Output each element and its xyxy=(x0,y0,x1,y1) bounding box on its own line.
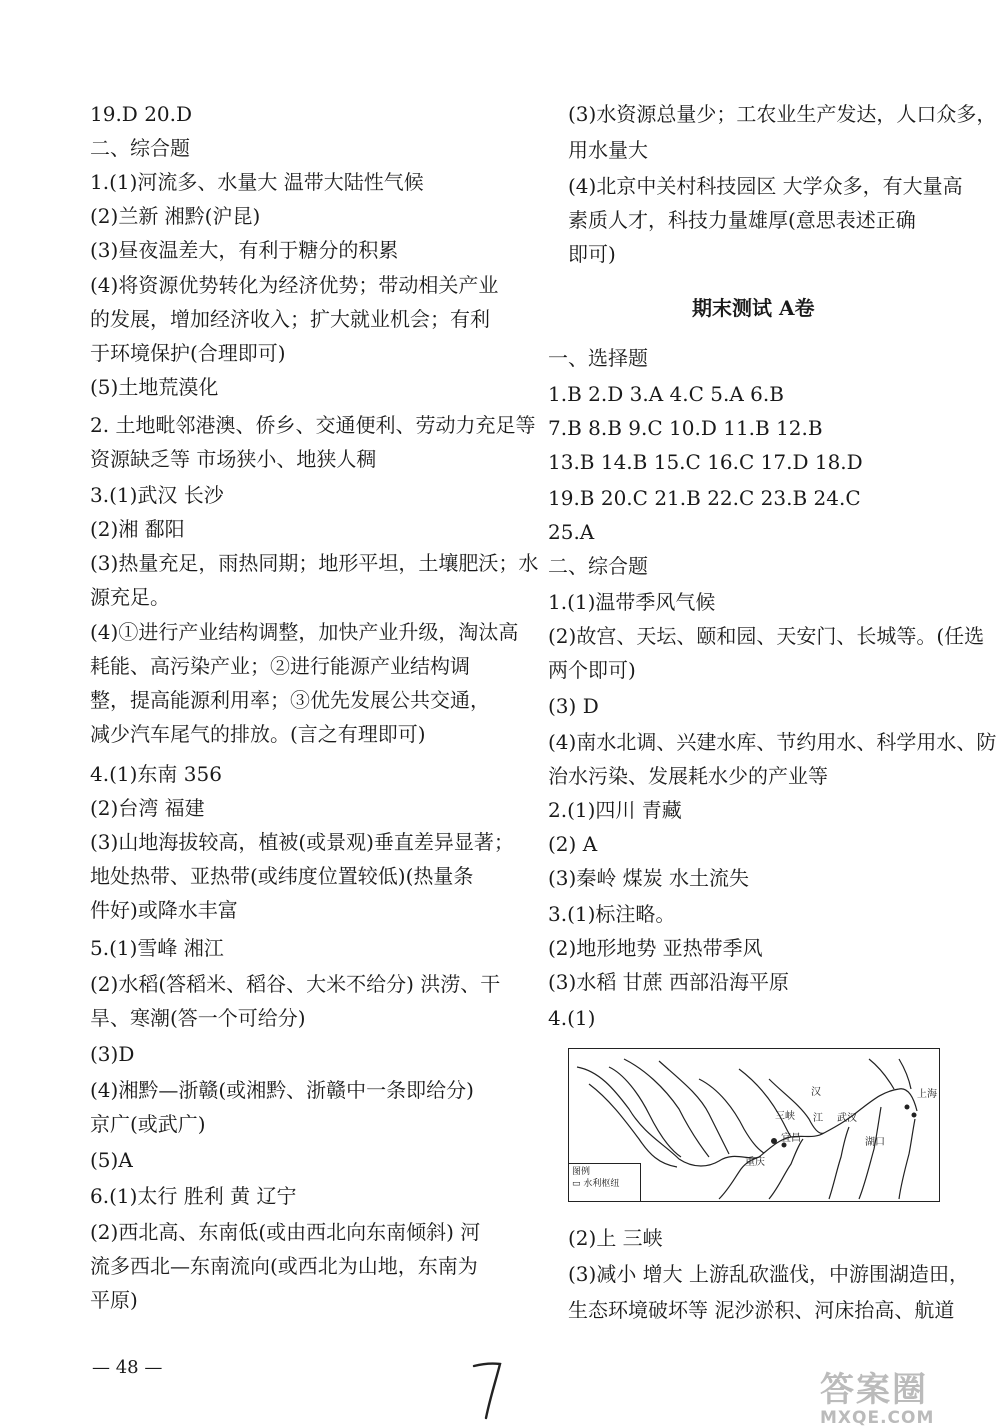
text-line: 即可) xyxy=(568,242,616,266)
text-line: 6.(1)太行 胜利 黄 辽宁 xyxy=(90,1184,297,1208)
text-line: 治水污染、发展耗水少的产业等 xyxy=(548,764,828,788)
text-line: (2)台湾 福建 xyxy=(90,796,205,820)
answer-row: 1.B 2.D 3.A 4.C 5.A 6.B xyxy=(548,382,784,406)
text-line: (2)地形地势 亚热带季风 xyxy=(548,936,763,960)
section-heading: 一、选择题 xyxy=(548,346,648,370)
text-line: (4)南水北调、兴建水库、节约用水、科学用水、防 xyxy=(548,730,997,754)
text-line: (5)A xyxy=(90,1148,133,1172)
text-line: (4)湘黔—浙赣(或湘黔、浙赣中一条即给分) xyxy=(90,1078,474,1102)
text-line: 整，提高能源利用率；③优先发展公共交通， xyxy=(90,688,490,712)
legend-item-label: 水利枢纽 xyxy=(583,1179,620,1189)
text-line: 生态环境破坏等 泥沙淤积、河床抬高、航道 xyxy=(568,1298,955,1322)
text-line: 资源缺乏等 市场狭小、地狭人稠 xyxy=(90,447,377,471)
page-number: — 48 — xyxy=(92,1357,163,1378)
text-line: (3)热量充足，雨热同期；地形平坦，土壤肥沃；水 xyxy=(90,551,539,575)
text-line: (2) A xyxy=(548,832,598,856)
text-line: (2)兰新 湘黔(沪昆) xyxy=(90,204,261,228)
map-label: 汉 xyxy=(811,1087,821,1098)
text-line: (2)西北高、东南低(或由西北向东南倾斜) 河 xyxy=(90,1220,481,1244)
map-legend xyxy=(569,1163,641,1201)
text-line: (3) D xyxy=(548,694,599,718)
map-label: 武汉 xyxy=(837,1113,857,1124)
text-line: 两个即可) xyxy=(548,658,636,682)
text-line: 流多西北—东南流向(或西北为山地，东南为 xyxy=(90,1254,478,1278)
text-line: 19.D 20.D xyxy=(90,102,193,126)
text-line: (3)秦岭 煤炭 水土流失 xyxy=(548,866,750,890)
watermark-url: MXQE.COM xyxy=(820,1408,935,1428)
handwritten-mark xyxy=(470,1360,506,1422)
text-line: (3)山地海拔较高，植被(或景观)垂直差异显著； xyxy=(90,830,514,854)
watermark xyxy=(820,1372,934,1428)
text-line: 3.(1)标注略。 xyxy=(548,902,676,926)
text-line: 减少汽车尾气的排放。(言之有理即可) xyxy=(90,722,426,746)
text-line: 1.(1)河流多、水量大 温带大陆性气候 xyxy=(90,170,424,194)
text-line: 2.(1)四川 青藏 xyxy=(548,798,682,822)
section-heading: 二、综合题 xyxy=(548,554,648,578)
text-line: (3)水稻 甘蔗 西部沿海平原 xyxy=(548,970,790,994)
map-label: 上海 xyxy=(917,1089,937,1100)
text-line: (3)D xyxy=(90,1042,135,1066)
text-line: (4)①进行产业结构调整，加快产业升级，淘汰高 xyxy=(90,620,519,644)
text-line: 素质人才，科技力量雄厚(意思表述正确 xyxy=(568,208,916,232)
text-line: (2)水稻(答稻米、稻谷、大米不给分) 洪涝、干 xyxy=(90,972,501,996)
section-heading: 二、综合题 xyxy=(90,136,190,160)
yangtze-river-map xyxy=(568,1048,940,1202)
map-label: 三峡 xyxy=(775,1111,795,1122)
text-line: 5.(1)雪峰 湘江 xyxy=(90,936,224,960)
text-line: 源充足。 xyxy=(90,585,170,609)
text-line: 用水量大 xyxy=(568,138,648,162)
map-label: 重庆 xyxy=(745,1157,765,1168)
text-line: 平原) xyxy=(90,1288,138,1312)
text-line: 于环境保护(合理即可) xyxy=(90,341,286,365)
text-line: (5)土地荒漠化 xyxy=(90,375,219,399)
text-line: 件好)或降水丰富 xyxy=(90,898,238,922)
map-label: 湖口 xyxy=(865,1137,885,1148)
text-line: 1.(1)温带季风气候 xyxy=(548,590,716,614)
text-line: (3)水资源总量少；工农业生产发达，人口众多， xyxy=(568,102,997,126)
dam-icon: ▭ xyxy=(572,1179,581,1189)
text-line: 的发展，增加经济收入；扩大就业机会；有利 xyxy=(90,307,490,331)
legend-title: 图例 xyxy=(572,1167,591,1177)
answer-row: 25.A xyxy=(548,520,595,544)
answer-row: 19.B 20.C 21.B 22.C 23.B 24.C xyxy=(548,486,861,510)
map-label: 江 xyxy=(813,1113,823,1124)
text-line: (3)减小 增大 上游乱砍滥伐，中游围湖造田， xyxy=(568,1262,970,1286)
text-line: (3)昼夜温差大，有利于糖分的积累 xyxy=(90,238,399,262)
answer-row: 13.B 14.B 15.C 16.C 17.D 18.D xyxy=(548,450,863,474)
text-line: 4.(1)东南 356 xyxy=(90,762,222,786)
text-line: 耗能、高污染产业；②进行能源产业结构调 xyxy=(90,654,470,678)
answer-row: 7.B 8.B 9.C 10.D 11.B 12.B xyxy=(548,416,823,440)
text-line: (2)上 三峡 xyxy=(568,1226,663,1250)
text-line: 京广(或武广) xyxy=(90,1112,206,1136)
legend-item xyxy=(572,1178,637,1190)
map-label: 宜昌 xyxy=(781,1133,801,1144)
text-line: 地处热带、亚热带(或纬度位置较低)(热量条 xyxy=(90,864,474,888)
text-line: (2)湘 鄱阳 xyxy=(90,517,185,541)
text-line: (4)将资源优势转化为经济优势；带动相关产业 xyxy=(90,273,499,297)
text-line: (4)北京中关村科技园区 大学众多，有大量高 xyxy=(568,174,963,198)
text-line: 3.(1)武汉 长沙 xyxy=(90,483,224,507)
text-line: (2)故宫、天坛、颐和园、天安门、长城等。(任选 xyxy=(548,624,985,648)
text-line: 旱、寒潮(答一个可给分) xyxy=(90,1006,306,1030)
text-line: 2. 土地毗邻港澳、侨乡、交通便利、劳动力充足等 xyxy=(90,413,536,437)
watermark-logo-text: 答案圈 xyxy=(820,1370,928,1410)
text-line: 4.(1) xyxy=(548,1006,596,1030)
section-title: 期末测试 A卷 xyxy=(692,296,815,320)
